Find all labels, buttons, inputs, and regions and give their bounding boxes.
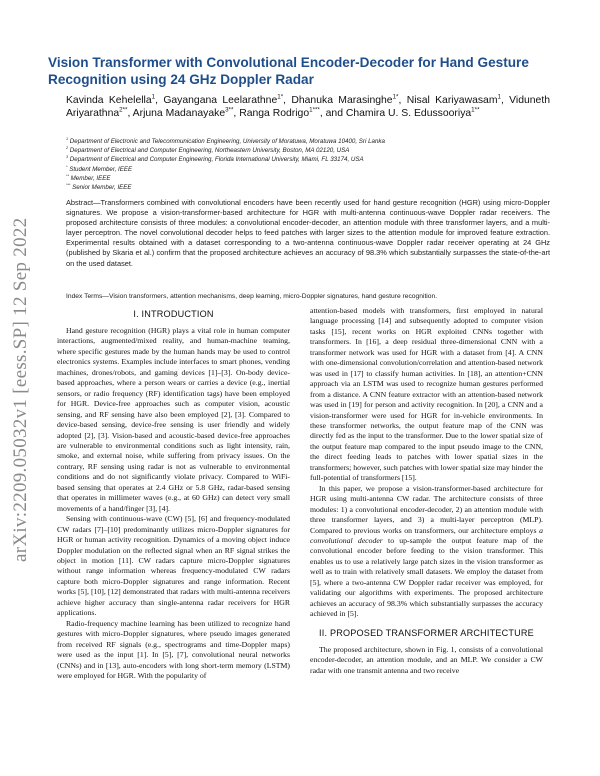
author-name: Arjuna Madanayake [132,108,226,119]
author-sup: 1 [151,93,156,101]
affiliation-line: ** Member, IEEE [66,173,111,182]
author-sup: 1 [497,93,501,101]
author-list: Kavinda Kehelella$^1$, Gayangana Leelarathne$^{1*}$, Dhanuka Marasinghe$^{1*}$, Nisal Kariyawasam$^1$, Viduneth Ariyarathna$^{2**}$, Arjuna Madanayake$^{3**}$, Ranga Rodrigo$^{1***}$, and Chamira U. S. Edussooriya$^{1**}$ [66,93,551,119]
author-name: Gayangana Leelarathne [163,95,278,106]
author-sup: 1* [392,93,399,101]
paragraph: attention-based models with transformers, first employed in natural language processing [14] and subsequently adopted to computer vision tasks [15], recent works on HGR exploited CNNs together with transformers. In [16], a deep residual three-dimensional CNN with a transformer network was used for HGR with a dataset from [4]. A CNN with one-dimensional convolution/correlation and attention-based network was used in [17] to classify human activities. In [18], an attention+CNN approach via an LSTM was used to recognize human gestures performed from a distance. A CNN feature extractor with an attention-based network was used in [19] for person and activity recognition. In [20], a CNN and a vision-transformer were used for HGR for in-vehicle environments. In these transformer networks, the output feature map of the CNN was directly fed as the input to the transformer. Due to the lower spatial size of the output feature map compared to the input pseudo image to the CNN, the direct feeding leads to patches with lower spatial sizes in the transformers; however, such patches with lower spatial size may hinder the full-potential of transformers [15]. [310,306,543,483]
right-column [310,306,543,676]
index-terms: Index Terms—Vision transformers, attention mechanisms, deep learning, micro-Doppler signatures, hand gesture recognition. [66,293,438,300]
paragraph: The proposed architecture, shown in Fig. 1, consists of a convolutional encoder-decoder, an attention module, and an MLP. We consider a CW radar with one transmit antenna and two receive [310,644,543,675]
emphasis: a convolutional decoder [310,525,543,545]
author-sup: 2** [119,106,128,114]
section-heading: II. PROPOSED TRANSFORMER ARCHITECTURE [319,627,534,638]
paragraph: In this paper, we propose a vision-transformer-based architecture for HGR using multi-antenna CW radar. The architecture consists of three modules: 1) a convolutional encoder-decoder, 2) an attention module with three transformer layers, and 3) a multi-layer perceptron (MLP). Compared to previous works on transformers, our architecture employs a convolutional decoder to up-sample the output feature map of the convolutional encoder before feeding to the vision transformer. This enables us to use a relatively large patch sizes in the vision transformer as well as to train with relatively small datasets. We employ the dataset from [5], where a two-antenna CW Doppler radar receiver was employed, for validating our algorithms with experiments. The proposed architecture achieves an accuracy of 98.3% which substantially surpasses the accuracy achieved in [5]. [310,483,543,619]
author-sup: 1*** [309,106,320,114]
paragraph: Hand gesture recognition (HGR) plays a vital role in human computer interactions, augmented/mixed reality, and human-machine teaming, where specific gestures made by the human hands may be used to control electronics systems. Examples include interfaces to smart phones, vending machines, drones/robots, and gaming devices [1]–[3]. On-body device-based approaches, where a person wears or carries a device (e.g., inertial sensors, or radio frequency (RF) identification tags) have been employed for HGR. Device-free approaches such as computer vision, acoustic sensing, and RF sensing have also been employed [2], [3]. Compared to device-based sensing, device-free sensing is user friendly and widely adopted [2], [3]. Vision-based and acoustic-based device-free approaches are vulnerable to environmental conditions such as light intensity, rain, smoke, and external noise, while suffering from privacy issues. On the contrary, RF sensing using radar is not as vulnerable to environmental conditions and do not significantly violate privacy. Compared to WiFi-based sensing that operates at 2.4 GHz or 5.8 GHz, radar-based sensing that operates in millimeter waves (e.g., at 60 GHz) can detect very small movements of a hand/finger [3], [4]. [57,326,290,513]
arxiv-identifier: arXiv:2209.05032v1 [eess.SP] 12 Sep 2022 [10,217,31,563]
affiliation-line: $^3$ Department of Electrical and Computer Engineering, Florida International University, Miami, FL 33174, USA [66,155,364,164]
author-name: Kavinda Kehelella [66,95,152,106]
author-name: Chamira U. S. Edussooriya [345,108,472,119]
left-column [57,306,290,681]
section-heading: I. INTRODUCTION [133,309,214,319]
author-sup: 1** [471,106,480,114]
author-name: Viduneth Ariyarathna [66,95,551,119]
author-sup: 1* [277,93,284,101]
affiliation-line: * Student Member, IEEE [66,164,133,173]
paragraph: Sensing with continuous-wave (CW) [5], [6] and frequency-modulated CW radars [7]–[10] predominantly utilizes micro-Doppler signatures for HGR or human activity recognition. Dynamics of a moving object induce Doppler modulation on the reflected signal when an RF signal strikes the object in motion [11]. CW radars capture micro-Doppler signatures without range information whereas frequency-modulated CW radars capture both micro-Doppler signatures and range information. Recent works [5], [10], [12] demonstrated that radars with multi-antenna receivers achieve higher accuracy than single-antenna radar receivers for HGR applications. [57,514,290,618]
affiliation-line: $^2$ Department of Electrical and Computer Engineering, Northeastern University, Boston, MA 02120, USA [66,146,350,155]
affiliation-line: *** Senior Member, IEEE [66,182,132,192]
paragraph: Radio-frequency machine learning has been utilized to recognize hand gestures with micro-Doppler signatures, where pseudo images generated from received RF signals (e.g., spectrograms and time-Doppler maps) were used as the input [1]. In [5], [7], convolutional neural networks (CNNs) and in [13], auto-encoders with long short-term memory (LSTM) were employed for HGR. With the popularity of [57,618,290,680]
author-name: Nisal Kariyawasam [406,95,498,106]
abstract: Abstract—Transformers combined with convolutional encoders have been recently used for hand gesture recognition (HGR) using micro-Doppler signatures. We propose a vision-transformer-based architecture for HGR with multi-antenna continuous-wave Doppler radar receivers. The proposed architecture consists of three modules: a convolutional encoder-decoder, an attention module with three transformer layers, and a multi-layer perceptron. The novel convolutional decoder helps to feed patches with larger sizes to the attention module for improved feature extraction. Experimental results obtained with a dataset corresponding to a two-antenna continuous-wave Doppler radar receiver operating at 24 GHz (published by Skaria et al.) confirm that the proposed architecture achieves an accuracy of 98.3% which substantially surpasses the state-of-the-art on the used dataset. [66,198,550,268]
author-name: Ranga Rodrigo [239,108,310,119]
author-sup: 3** [225,106,234,114]
affiliation-list [66,137,550,192]
author-name: Dhanuka Marasinghe [291,95,393,106]
affiliation-line: $^1$ Department of Electronic and Telecommunication Engineering, University of Moratuwa, Moratuwa 10400, Sri Lanka [66,136,385,145]
paper-title: Vision Transformer with Convolutional Encoder-Decoder for Hand Gesture Recognition using 24 GHz Doppler Radar [48,55,529,87]
